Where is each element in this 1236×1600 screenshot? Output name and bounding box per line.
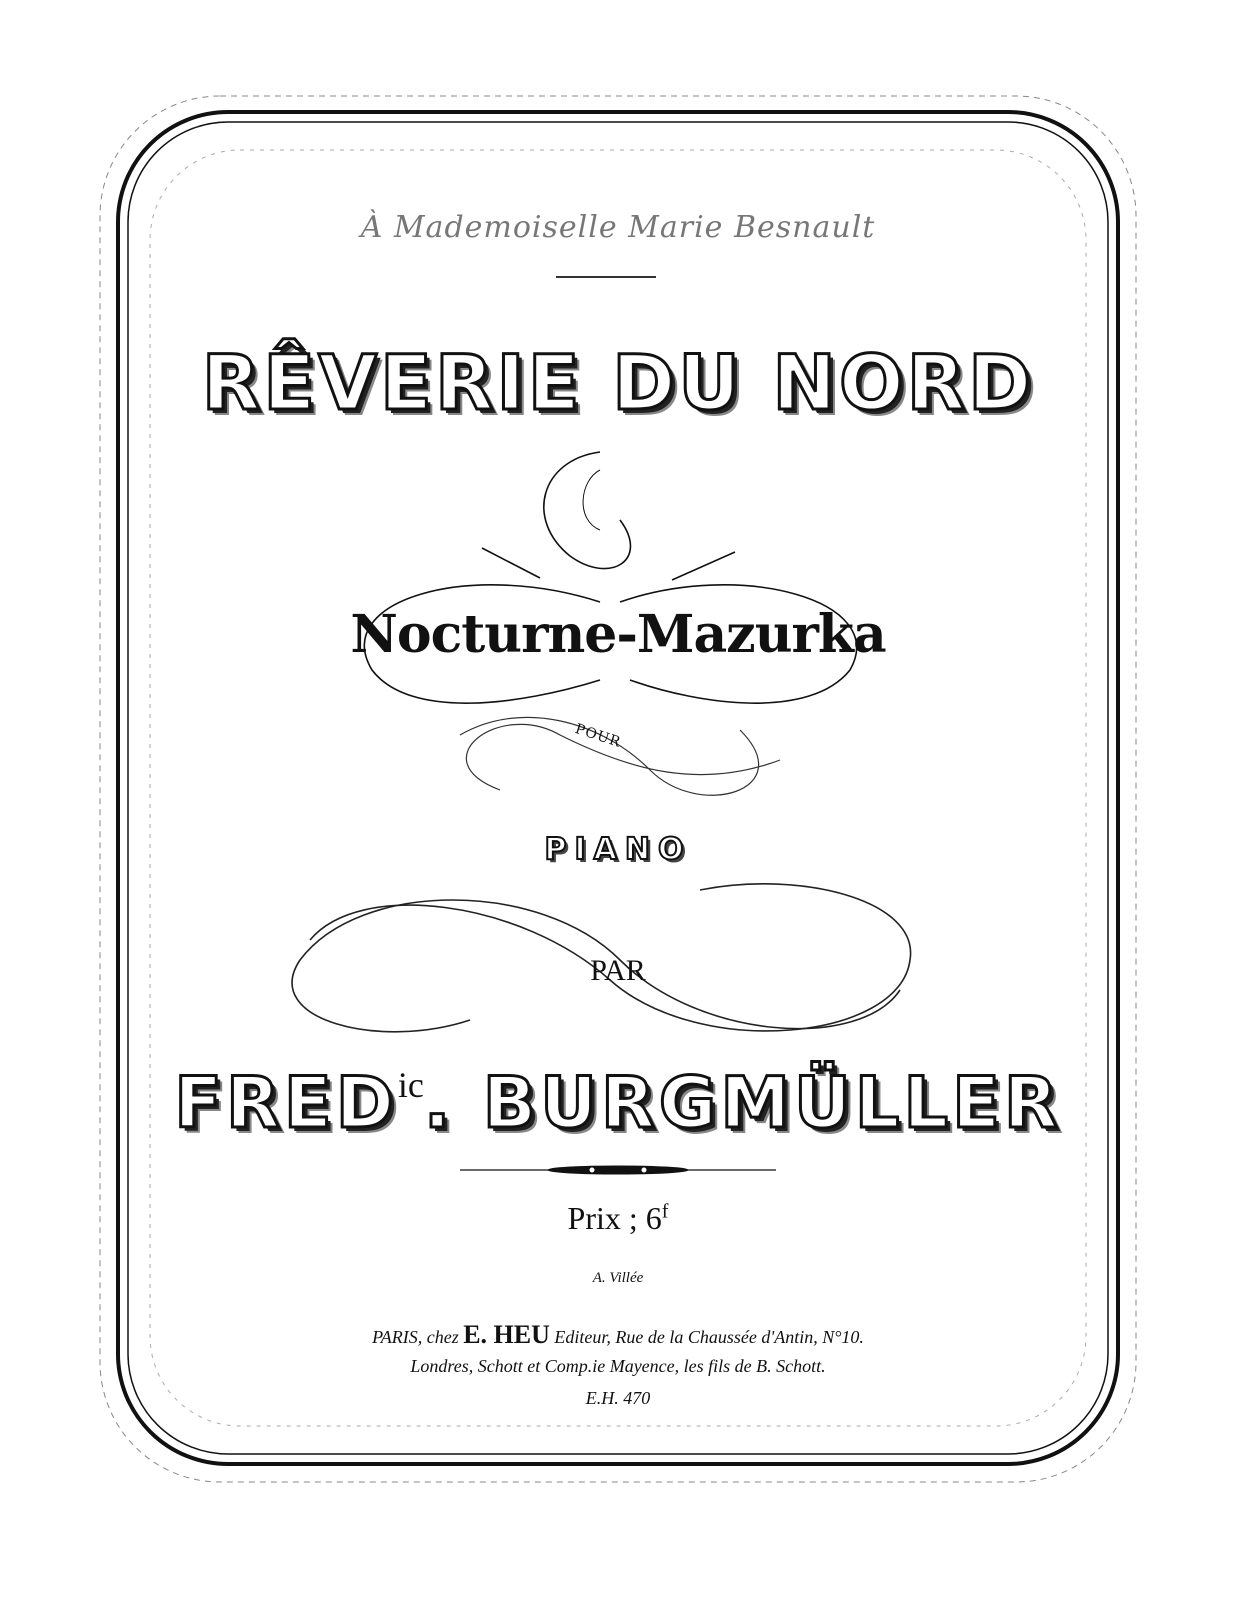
dedication-rule xyxy=(556,276,656,278)
imprint-line-2: Londres, Schott et Comp.ie Mayence, les fils de B. Schott. xyxy=(410,1356,826,1376)
pour-label: POUR xyxy=(573,721,623,751)
price xyxy=(0,1200,1236,1237)
imprint-suffix: Editeur, Rue de la Chaussée d'Antin, N°10. xyxy=(554,1327,864,1347)
pour-swash xyxy=(460,717,780,795)
plate-number: E.H. 470 xyxy=(585,1388,651,1408)
title-swash xyxy=(482,452,735,580)
imprint-prefix: PARIS, chez xyxy=(372,1327,459,1347)
price-label: Prix ; 6 xyxy=(567,1200,662,1236)
subtitle: Nocturne-Mazurka xyxy=(350,604,886,665)
composer-name-start: FRED xyxy=(174,1062,398,1144)
composer-name-end: . BURGMÜLLER xyxy=(423,1062,1062,1144)
price-unit: f xyxy=(661,1200,669,1223)
publisher-name: E. HEU xyxy=(463,1320,550,1349)
dedication: À Mademoiselle Marie Besnault xyxy=(360,210,876,245)
composer-rule xyxy=(460,1166,776,1174)
composer-name xyxy=(0,1062,1236,1144)
imprint-line-1 xyxy=(0,1320,1236,1350)
composer-name-superscript: ic xyxy=(397,1065,424,1105)
instrument: PIANO xyxy=(544,832,692,867)
title: RÊVERIE DU NORD xyxy=(201,338,1035,427)
engraver-credit: A. Villée xyxy=(592,1270,644,1286)
par-label: PAR xyxy=(590,954,646,987)
